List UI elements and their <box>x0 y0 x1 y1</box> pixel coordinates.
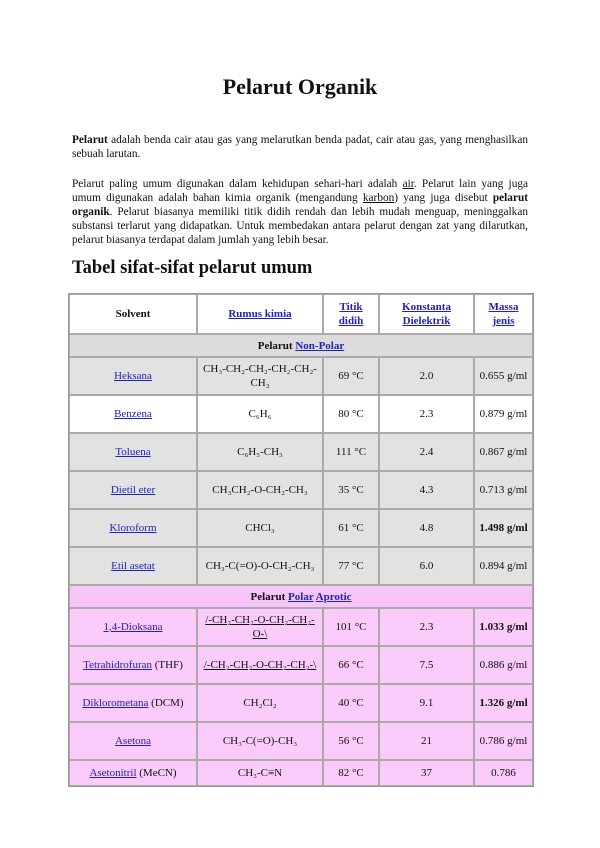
cell-solvent <box>69 471 197 509</box>
text: Pelarut paling umum digunakan dalam kehidupan sehari-hari adalah <box>72 178 403 190</box>
text: . Pelarut lain yang juga umum digunakan adalah bahan kimia organik (mengandung <box>72 178 529 204</box>
cell-boiling-point: 61 °C <box>323 509 379 547</box>
cell-solvent <box>69 722 197 760</box>
solvent-abbrev: (DCM) <box>148 697 184 709</box>
cell-boiling-point: 111 °C <box>323 433 379 471</box>
section-link[interactable]: Polar <box>288 590 314 603</box>
cell-density: 0.867 g/ml <box>474 433 533 471</box>
cell-density: 1.498 g/ml <box>474 509 533 547</box>
cell-solvent <box>69 608 197 646</box>
table-row <box>69 357 533 395</box>
link-titik-didih[interactable]: Titik didih <box>338 301 364 327</box>
cell-dielectric: 6.0 <box>379 547 474 585</box>
table-row <box>69 395 533 433</box>
section-label <box>69 585 533 608</box>
cell-density: 0.786 <box>474 760 533 786</box>
section-row <box>69 585 533 608</box>
cell-boiling-point: 66 °C <box>323 646 379 684</box>
cell-dielectric: 2.0 <box>379 357 474 395</box>
cell-boiling-point: 77 °C <box>323 547 379 585</box>
text: ) yang juga disebut <box>394 192 493 204</box>
cell-solvent <box>69 433 197 471</box>
intro-term: Pelarut <box>72 134 108 146</box>
cell-dielectric: 2.4 <box>379 433 474 471</box>
cell-dielectric: 4.8 <box>379 509 474 547</box>
intro-paragraph <box>72 133 528 161</box>
cell-boiling-point: 56 °C <box>323 722 379 760</box>
cell-boiling-point: 69 °C <box>323 357 379 395</box>
cell-formula: CH₃-C(=O)-O-CH₂-CH₃ <box>197 547 323 585</box>
cell-density: 1.326 g/ml <box>474 684 533 722</box>
link-massa-jenis[interactable]: Massa jenis <box>488 301 519 327</box>
cell-density: 0.894 g/ml <box>474 547 533 585</box>
table-row <box>69 433 533 471</box>
solvent-paragraph <box>72 177 528 247</box>
cell-density: 0.786 g/ml <box>474 722 533 760</box>
solvent-table <box>68 293 534 787</box>
cell-formula: CH₃-CH₂-CH₂-CH₂-CH₂-CH₃ <box>197 357 323 395</box>
cell-formula <box>197 646 323 684</box>
link-air[interactable]: air <box>402 178 414 190</box>
solvent-link[interactable]: Asetonitril <box>89 767 137 779</box>
cell-solvent <box>69 357 197 395</box>
cell-formula: C₆H₅-CH₃ <box>197 433 323 471</box>
cell-formula: CH₃-C≡N <box>197 760 323 786</box>
cell-dielectric: 4.3 <box>379 471 474 509</box>
solvent-abbrev: (THF) <box>152 659 183 671</box>
header-boiling-point <box>323 294 379 334</box>
cell-dielectric: 21 <box>379 722 474 760</box>
table-heading: Tabel sifat-sifat pelarut umum <box>72 258 313 278</box>
text: . Pelarut biasanya memiliki titik didih rendah dan lebih mudah menguap, meninggalkan substansi terlarut yang didapatkan. Untuk membedakan antara pelarut dengan zat yang dilarutkan, pelarut biasanya terdapat dalam jumlah yang lebih besar. <box>72 206 528 246</box>
cell-density: 0.886 g/ml <box>474 646 533 684</box>
page-title: Pelarut Organik <box>222 74 378 99</box>
solvent-link[interactable]: Etil asetat <box>111 560 155 572</box>
cell-boiling-point: 80 °C <box>323 395 379 433</box>
cell-dielectric: 9.1 <box>379 684 474 722</box>
cell-formula: CH₃CH₂-O-CH₂-CH₃ <box>197 471 323 509</box>
cell-formula: CH₂Cl₂ <box>197 684 323 722</box>
solvent-link[interactable]: 1,4-Dioksana <box>103 621 163 633</box>
table-row <box>69 547 533 585</box>
cell-density: 0.713 g/ml <box>474 471 533 509</box>
header-dielectric <box>379 294 474 334</box>
cell-dielectric: 7.5 <box>379 646 474 684</box>
cell-formula: CHCl₃ <box>197 509 323 547</box>
section-link[interactable]: Aprotic <box>315 590 352 603</box>
header-density <box>474 294 533 334</box>
table-row <box>69 471 533 509</box>
cell-density: 1.033 g/ml <box>474 608 533 646</box>
solvent-abbrev: (MeCN) <box>136 767 177 779</box>
cell-solvent <box>69 395 197 433</box>
table-row <box>69 760 533 786</box>
cell-dielectric: 37 <box>379 760 474 786</box>
cell-dielectric: 2.3 <box>379 608 474 646</box>
cell-density: 0.879 g/ml <box>474 395 533 433</box>
cell-boiling-point: 40 °C <box>323 684 379 722</box>
bold-term: pelarut organik <box>72 192 529 218</box>
link-karbon[interactable]: karbon <box>362 192 395 204</box>
formula-link[interactable]: /-CH₂-CH₂-O-CH₂-CH₂-O-\ <box>205 614 315 640</box>
solvent-link[interactable]: Diklorometana <box>82 697 149 709</box>
header-row <box>69 294 533 334</box>
link-konstanta-dielektrik[interactable]: Konstanta Dielektrik <box>402 301 451 327</box>
table-row <box>69 646 533 684</box>
solvent-link[interactable]: Dietil eter <box>110 484 156 496</box>
cell-solvent <box>69 509 197 547</box>
header-solvent: Solvent <box>69 294 197 334</box>
section-label-text: Pelarut <box>257 339 293 352</box>
section-row <box>69 334 533 357</box>
section-label <box>69 334 533 357</box>
cell-boiling-point: 35 °C <box>323 471 379 509</box>
solvent-link[interactable]: Tetrahidrofuran <box>83 659 152 671</box>
solvent-link[interactable]: Benzena <box>114 408 152 420</box>
solvent-link[interactable]: Heksana <box>114 370 152 382</box>
cell-dielectric: 2.3 <box>379 395 474 433</box>
table-row <box>69 722 533 760</box>
cell-formula <box>197 608 323 646</box>
table-row <box>69 509 533 547</box>
section-link[interactable]: Non-Polar <box>295 339 345 352</box>
solvent-link[interactable]: Kloroform <box>109 522 157 534</box>
cell-formula: CH₃-C(=O)-CH₃ <box>197 722 323 760</box>
link-rumus-kimia[interactable]: Rumus kimia <box>228 308 292 320</box>
cell-boiling-point: 101 °C <box>323 608 379 646</box>
cell-solvent <box>69 646 197 684</box>
intro-text: adalah benda cair atau gas yang melarutkan benda padat, cair atau gas, yang menghasilkan sebuah larutan. <box>72 134 528 160</box>
section-label-text: Pelarut <box>250 590 286 603</box>
cell-boiling-point: 82 °C <box>323 760 379 786</box>
cell-solvent <box>69 760 197 786</box>
header-formula <box>197 294 323 334</box>
cell-solvent <box>69 547 197 585</box>
solvent-link[interactable]: Asetona <box>114 735 152 747</box>
cell-density: 0.655 g/ml <box>474 357 533 395</box>
table-row <box>69 684 533 722</box>
solvent-link[interactable]: Toluena <box>115 446 151 458</box>
cell-solvent <box>69 684 197 722</box>
table-row <box>69 608 533 646</box>
cell-formula: C₆H₆ <box>197 395 323 433</box>
formula-link[interactable]: /-CH₂-CH₂-O-CH₂-CH₂-\ <box>203 659 317 671</box>
